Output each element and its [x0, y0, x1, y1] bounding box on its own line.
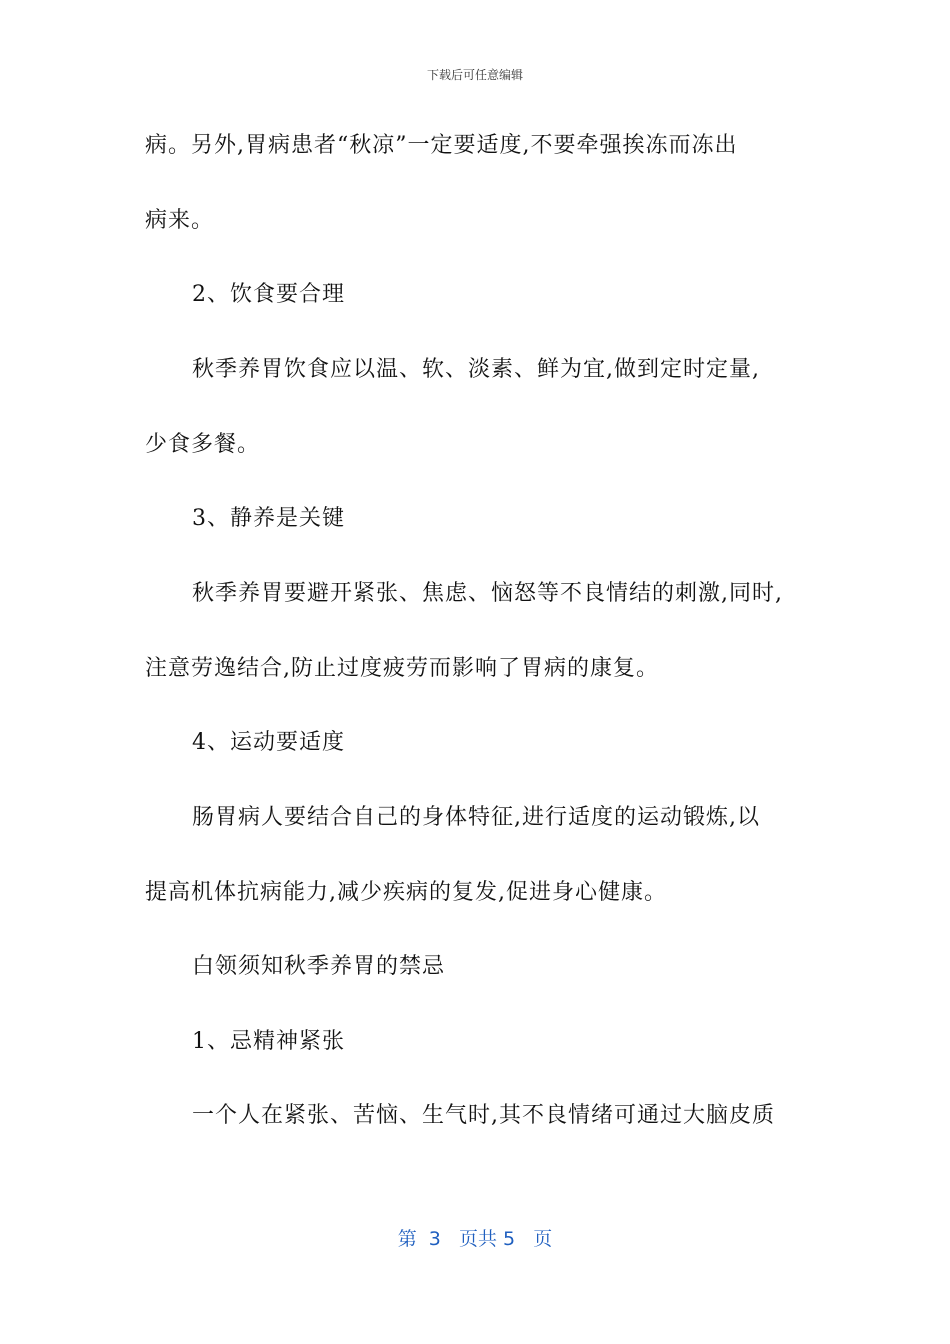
body-line: 秋季养胃要避开紧张、焦虑、恼怒等不良情结的刺激,同时,: [192, 581, 783, 606]
body-line: 少食多餐。: [145, 432, 261, 457]
page-footer: 第 3 页共 5 页: [397, 1228, 553, 1250]
body-line: 肠胃病人要结合自己的身体特征,进行适度的运动锻炼,以: [192, 805, 760, 830]
section-heading: 3、静养是关键: [192, 506, 345, 531]
section-heading: 白领须知秋季养胃的禁忌: [192, 954, 446, 979]
body-line: 病来。: [145, 208, 215, 233]
body-line: 秋季养胃饮食应以温、软、淡素、鲜为宜,做到定时定量,: [192, 357, 760, 382]
body-line: 注意劳逸结合,防止过度疲劳而影响了胃病的康复。: [145, 656, 659, 681]
section-heading: 2、饮食要合理: [192, 282, 345, 307]
body-line: 病。另外,胃病患者“秋凉”一定要适度,不要牵强挨冻而冻出: [145, 133, 738, 158]
body-line: 一个人在紧张、苦恼、生气时,其不良情绪可通过大脑皮质: [192, 1103, 775, 1128]
section-heading: 4、运动要适度: [192, 730, 345, 755]
page-header: 下载后可任意编辑: [426, 68, 523, 82]
body-line: 提高机体抗病能力,减少疾病的复发,促进身心健康。: [145, 880, 667, 905]
section-heading: 1、忌精神紧张: [192, 1029, 345, 1054]
